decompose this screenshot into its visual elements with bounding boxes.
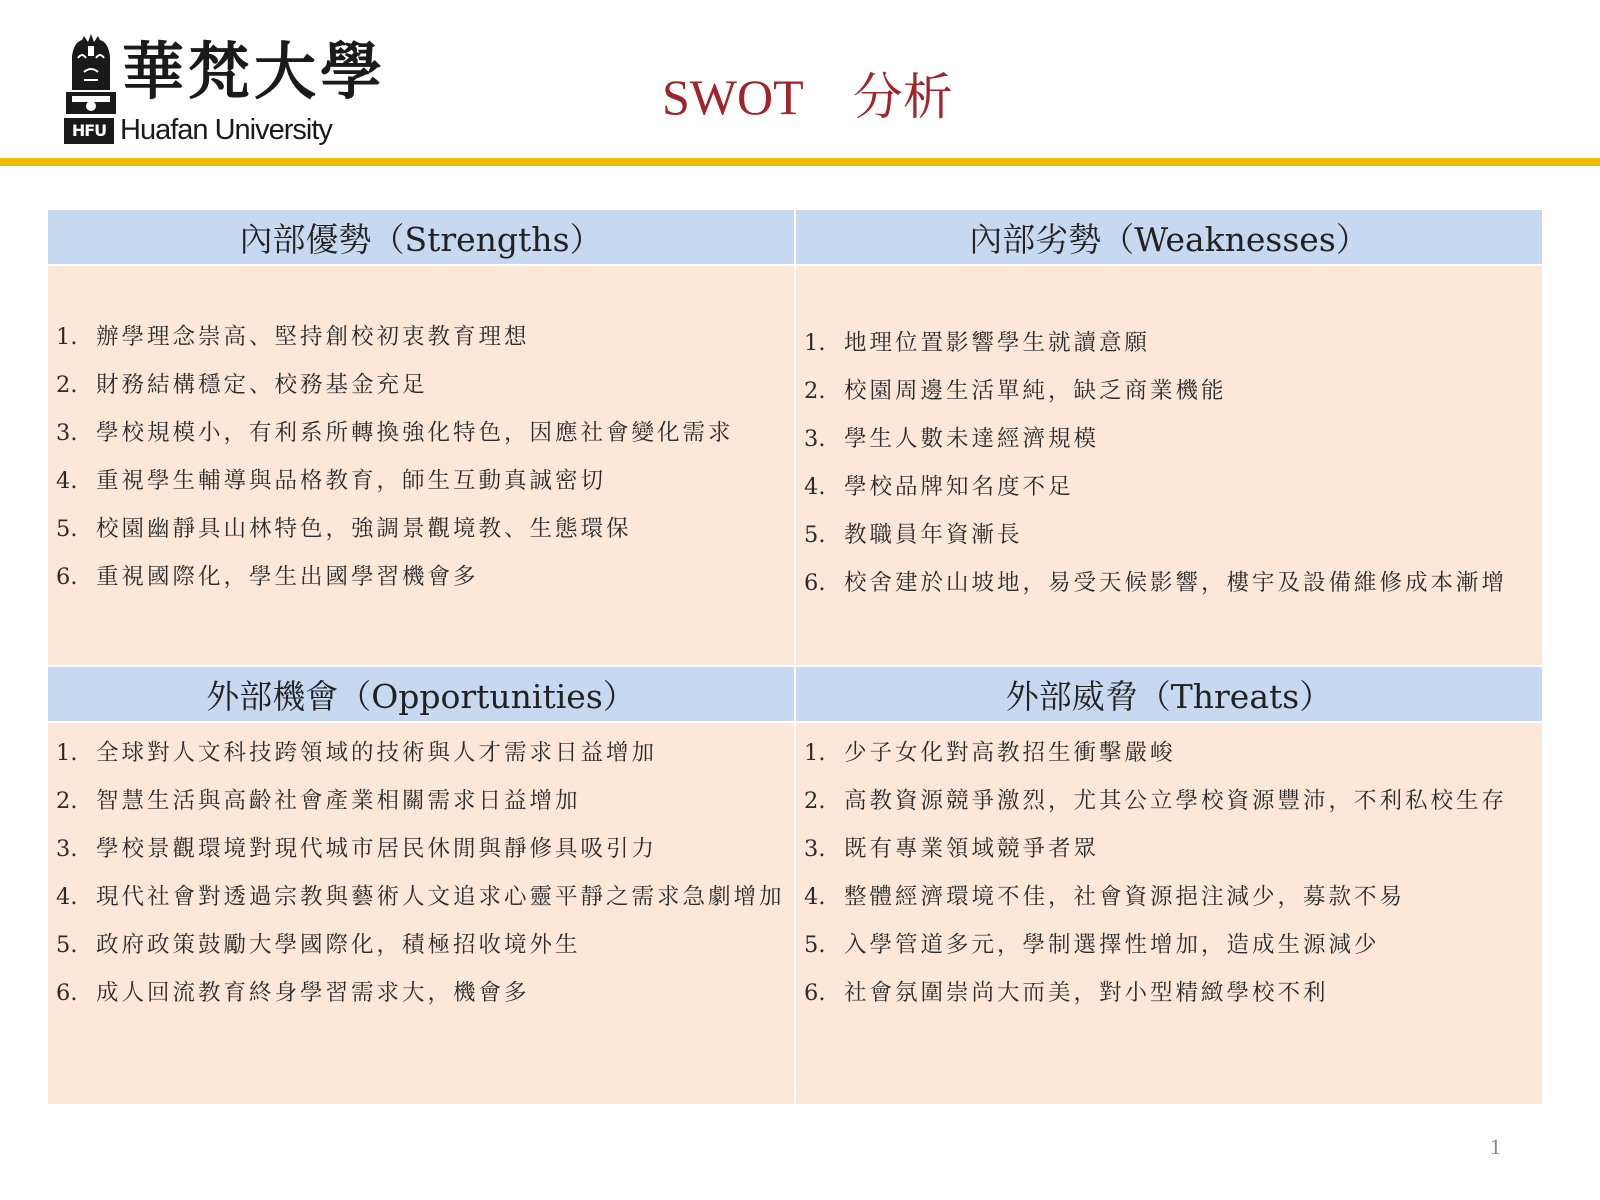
item-text: 智慧生活與高齡社會產業相關需求日益增加 [96, 788, 581, 814]
list-item [56, 969, 790, 1017]
list-item [804, 729, 1538, 777]
list-item [804, 921, 1538, 969]
item-number: 3. [804, 836, 826, 862]
item-text: 辦學理念崇高、堅持創校初衷教育理想 [96, 323, 530, 350]
list-item [56, 409, 790, 457]
list-item [56, 313, 790, 361]
opportunities-list [56, 729, 790, 1017]
item-text: 重視學生輔導與品格教育，師生互動真誠密切 [96, 467, 607, 494]
logo-chinese-name: 華梵大學 [122, 35, 387, 108]
list-item [56, 505, 790, 553]
item-text: 學校品牌知名度不足 [844, 473, 1074, 500]
list-item [804, 319, 1538, 367]
item-text: 全球對人文科技跨領域的技術與人才需求日益增加 [96, 740, 658, 766]
weaknesses-cell [796, 266, 1542, 665]
item-text: 現代社會對透過宗教與藝術人文追求心靈平靜之需求急劇增加 [96, 884, 785, 910]
item-number: 3. [804, 425, 826, 452]
list-item [56, 777, 790, 825]
item-text: 校園幽靜具山林特色，強調景觀境教、生態環保 [96, 515, 632, 542]
page-number: 1 [1490, 1134, 1501, 1159]
item-number: 5. [56, 932, 78, 958]
logo-english-name: Huafan University [120, 114, 332, 146]
list-item [804, 969, 1538, 1017]
item-number: 6. [804, 980, 826, 1006]
item-number: 3. [56, 836, 78, 862]
item-number: 6. [804, 569, 826, 596]
weaknesses-header: 內部劣勢（Weaknesses） [796, 210, 1542, 264]
item-number: 4. [804, 473, 826, 500]
strengths-cell [48, 266, 794, 665]
list-item [804, 367, 1538, 415]
item-number: 5. [804, 521, 826, 548]
item-text: 學生人數未達經濟規模 [844, 425, 1100, 452]
item-number: 4. [56, 884, 78, 910]
list-item [56, 553, 790, 601]
swot-table [48, 210, 1542, 1100]
item-text: 既有專業領域競爭者眾 [844, 836, 1100, 862]
item-number: 4. [56, 467, 78, 494]
item-text: 少子女化對高教招生衝擊嚴峻 [844, 740, 1176, 766]
university-logo [62, 32, 387, 152]
item-text: 整體經濟環境不佳，社會資源挹注減少，募款不易 [844, 884, 1406, 910]
list-item [56, 457, 790, 505]
opportunities-cell [48, 723, 794, 1104]
item-number: 4. [804, 884, 826, 910]
opportunities-header: 外部機會（Opportunities） [48, 667, 794, 721]
item-number: 1. [56, 740, 78, 766]
item-text: 教職員年資漸長 [844, 521, 1023, 548]
item-text: 校舍建於山坡地，易受天候影響，樓宇及設備維修成本漸增 [844, 569, 1508, 596]
item-text: 校園周邊生活單純，缺乏商業機能 [844, 377, 1227, 404]
threats-list [804, 729, 1538, 1017]
weaknesses-list [804, 319, 1538, 607]
item-text: 政府政策鼓勵大學國際化，積極招收境外生 [96, 932, 581, 958]
list-item [56, 729, 790, 777]
threats-cell [796, 723, 1542, 1104]
item-number: 5. [56, 515, 78, 542]
list-item [56, 825, 790, 873]
item-text: 學校規模小，有利系所轉換強化特色，因應社會變化需求 [96, 419, 734, 446]
university-emblem-icon [62, 32, 120, 116]
item-number: 6. [56, 980, 78, 1006]
item-number: 1. [804, 329, 826, 356]
list-item [804, 415, 1538, 463]
item-text: 財務結構穩定、校務基金充足 [96, 371, 428, 398]
logo-badge: HFU [64, 118, 114, 144]
list-item [804, 825, 1538, 873]
item-number: 1. [804, 740, 826, 766]
item-number: 6. [56, 563, 78, 590]
item-number: 5. [804, 932, 826, 958]
item-text: 入學管道多元，學制選擇性增加，造成生源減少 [844, 932, 1380, 958]
list-item [56, 921, 790, 969]
header-divider [0, 158, 1600, 166]
threats-header: 外部威脅（Threats） [796, 667, 1542, 721]
item-text: 成人回流教育終身學習需求大，機會多 [96, 980, 530, 1006]
strengths-list [56, 313, 790, 601]
item-number: 1. [56, 323, 78, 350]
item-number: 3. [56, 419, 78, 446]
item-text: 重視國際化，學生出國學習機會多 [96, 563, 479, 590]
item-number: 2. [56, 371, 78, 398]
list-item [804, 559, 1538, 607]
list-item [56, 873, 790, 921]
list-item [804, 511, 1538, 559]
list-item [804, 777, 1538, 825]
item-number: 2. [804, 788, 826, 814]
strengths-header: 內部優勢（Strengths） [48, 210, 794, 264]
item-number: 2. [804, 377, 826, 404]
list-item [804, 463, 1538, 511]
item-text: 高教資源競爭激烈，尤其公立學校資源豐沛，不利私校生存 [844, 788, 1508, 814]
item-text: 學校景觀環境對現代城市居民休閒與靜修具吸引力 [96, 836, 658, 862]
page-title: SWOT 分析 [662, 69, 953, 125]
list-item [804, 873, 1538, 921]
list-item [56, 361, 790, 409]
item-text: 地理位置影響學生就讀意願 [844, 329, 1151, 356]
item-number: 2. [56, 788, 78, 814]
item-text: 社會氛圍崇尚大而美，對小型精緻學校不利 [844, 980, 1329, 1006]
